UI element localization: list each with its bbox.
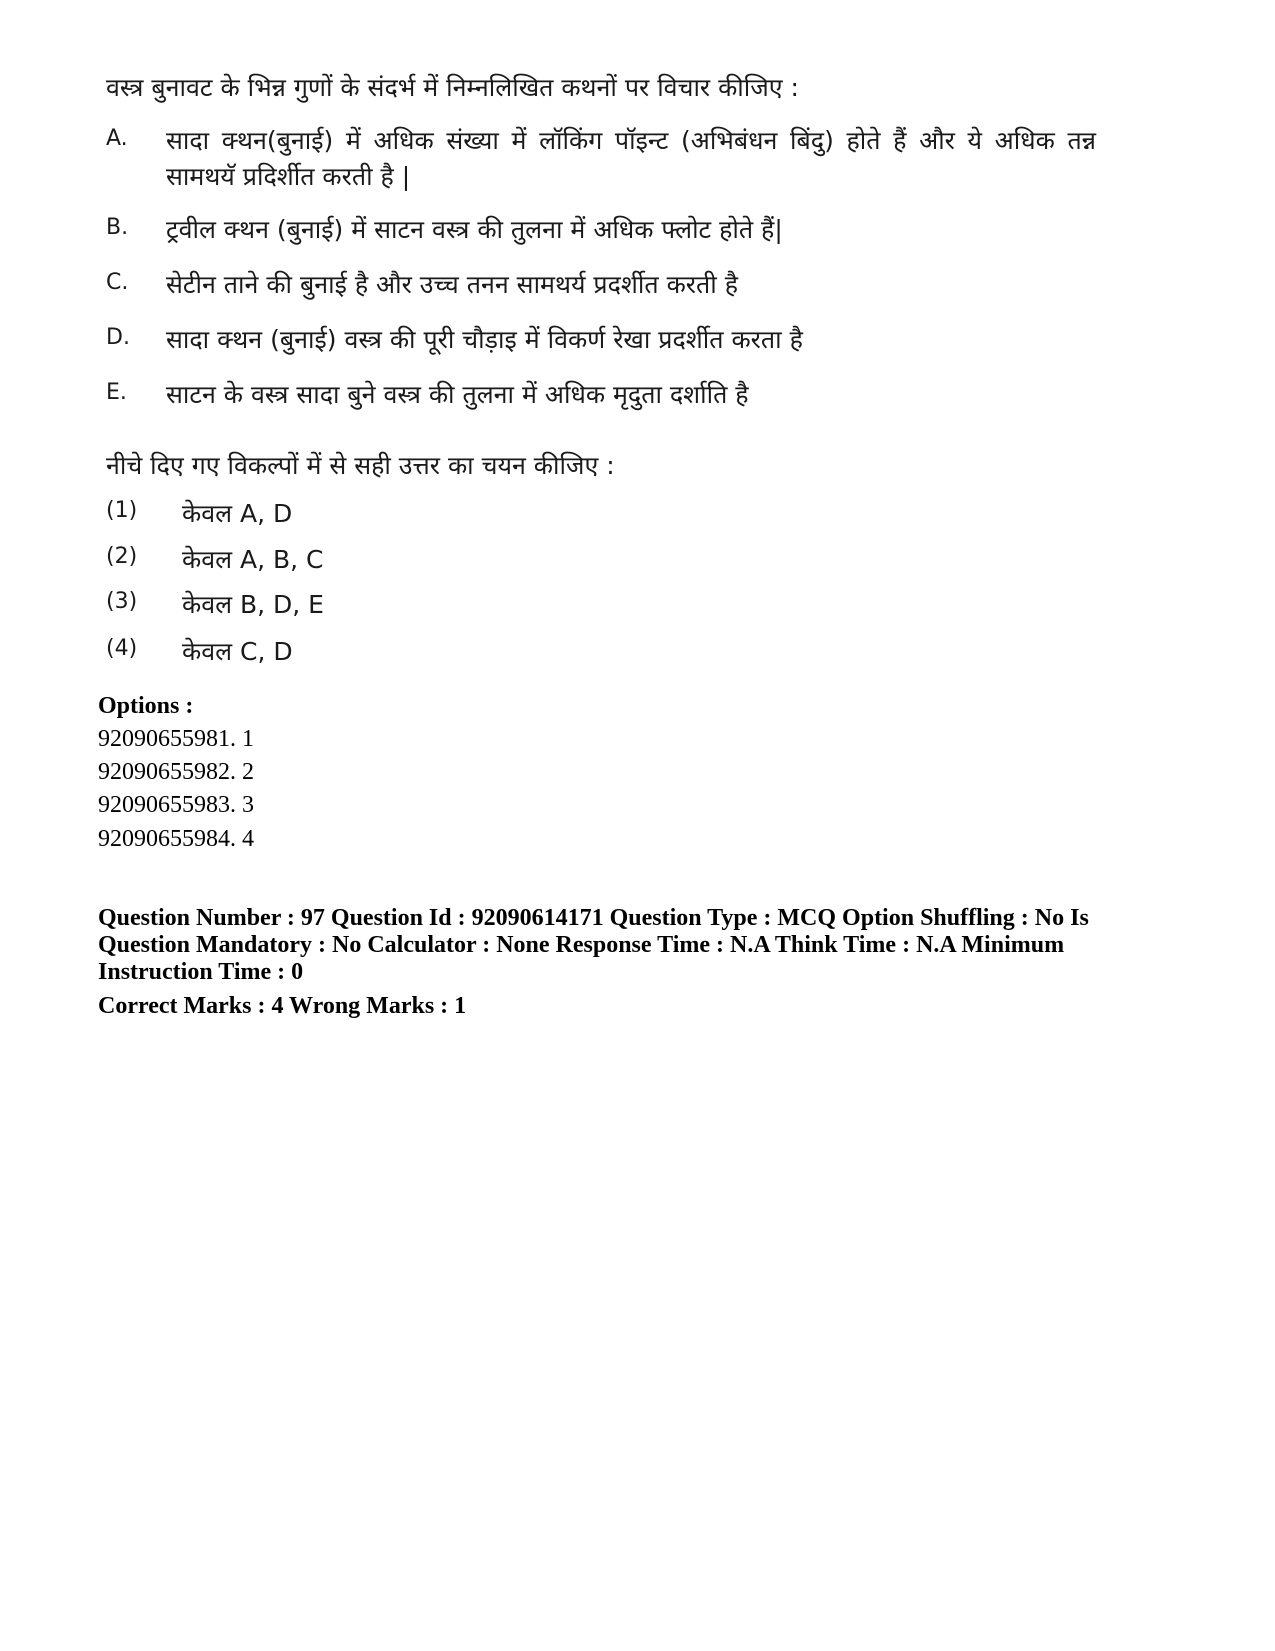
option-id-3: 92090655983. 3 bbox=[98, 792, 254, 818]
option-id-2: 92090655982. 2 bbox=[98, 759, 254, 785]
statement-text: सेटीन ताने की बुनाई है और उच्च तनन सामथर्य प्रदर्शीत करती है bbox=[166, 270, 738, 299]
choice-text: केवल B, D, E bbox=[182, 590, 324, 619]
statement-text: सादा क्थन(बुनाई) में अधिक संख्या में लॉकिंग पॉइन्ट (अभिबंधन बिंदु) होते हैं और ये अधिक तन्न सामथयॅ प्रदिर्शीत करती है | bbox=[166, 126, 1096, 191]
choice-text: केवल A, B, C bbox=[182, 545, 324, 574]
statement-letter: B. bbox=[106, 215, 129, 240]
question-intro: वस्त्र बुनावट के भिन्न गुणों के संदर्भ में निम्नलिखित कथनों पर विचार कीजिए : bbox=[106, 73, 799, 102]
choice-text: केवल C, D bbox=[182, 637, 293, 666]
statement-letter: E. bbox=[106, 380, 127, 405]
statement-text: सादा क्थन (बुनाई) वस्त्र की पूरी चौड़ाइ में विकर्ण रेखा प्रदर्शीत करता है bbox=[166, 325, 803, 354]
option-id-4: 92090655984. 4 bbox=[98, 826, 254, 852]
choose-prompt: नीचे दिए गए विकल्पों में से सही उत्तर का चयन कीजिए : bbox=[106, 451, 615, 480]
statement-letter: C. bbox=[106, 270, 129, 295]
choice-number: (1) bbox=[106, 498, 138, 523]
choice-number: (3) bbox=[106, 589, 138, 614]
choice-text: केवल A, D bbox=[182, 499, 293, 528]
next-question-info: Question Number : 97 Question Id : 92090614171 Question Type : MCQ Option Shuffling : No Is Question Mandatory : No Calculator : None Response Time : N.A Think Time : N.A Minimum Instruction Time : 0 bbox=[98, 905, 1089, 985]
choice-number: (2) bbox=[106, 544, 138, 569]
options-heading: Options : bbox=[98, 693, 194, 719]
statement-letter: A. bbox=[106, 126, 128, 151]
statement-text: साटन के वस्त्र सादा बुने वस्त्र की तुलना में अधिक मृदुता दर्शाति है bbox=[166, 380, 749, 409]
statement-text: ट्रवील क्थन (बुनाई) में साटन वस्त्र की तुलना में अधिक फ्लोट होते हैं| bbox=[166, 215, 783, 244]
option-id-1: 92090655981. 1 bbox=[98, 726, 254, 752]
next-question-marks: Correct Marks : 4 Wrong Marks : 1 bbox=[98, 993, 467, 1019]
choice-number: (4) bbox=[106, 636, 138, 661]
statement-letter: D. bbox=[106, 325, 130, 350]
